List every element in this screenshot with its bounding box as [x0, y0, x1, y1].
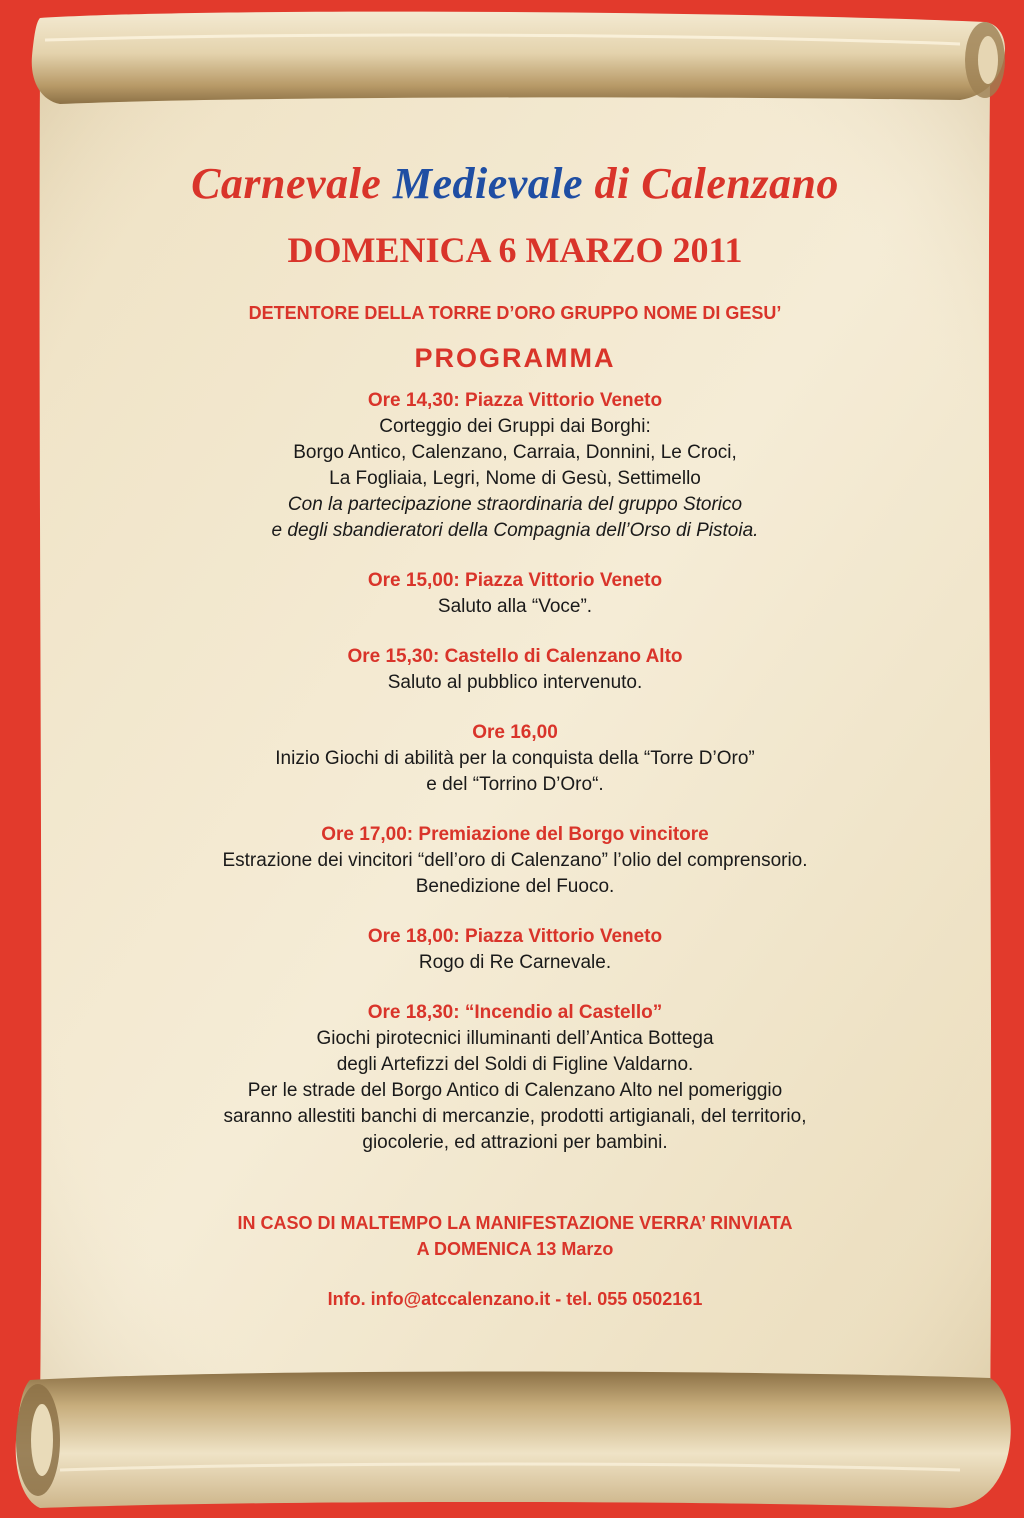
- program-heading: PROGRAMMA: [414, 343, 616, 373]
- poster-content: [90, 150, 940, 1312]
- event-heading: Ore 15,00: Piazza Vittorio Veneto: [367, 570, 663, 591]
- event-line: Rogo di Re Carnevale.: [418, 952, 612, 973]
- title-part-medievale: Medievale: [392, 159, 584, 208]
- event-heading: Ore 14,30: Piazza Vittorio Veneto: [367, 390, 663, 411]
- event-line: e del “Torrino D’Oro“.: [426, 774, 604, 795]
- event-heading: Ore 15,30: Castello di Calenzano Alto: [347, 646, 683, 667]
- event-line: saranno allestiti banchi di mercanzie, prodotti artigianali, del territorio,: [223, 1106, 807, 1127]
- weather-notice-line: A DOMENICA 13 Marzo: [416, 1239, 614, 1259]
- title-part-carnevale: Carnevale: [191, 159, 382, 208]
- title-part-calenzano: di Calenzano: [594, 159, 839, 208]
- event-line-italic: Con la partecipazione straordinaria del gruppo Storico: [287, 494, 743, 515]
- program-event: [90, 568, 940, 620]
- program-event: [90, 822, 940, 900]
- top-roll: [32, 12, 1005, 104]
- event-heading: Ore 17,00: Premiazione del Borgo vincitore: [321, 824, 709, 845]
- event-line: La Fogliaia, Legri, Nome di Gesù, Settimello: [329, 468, 701, 489]
- contact-info: Info. info@atccalenzano.it - tel. 055 0502161: [327, 1289, 703, 1309]
- event-line: Giochi pirotecnici illuminanti dell’Antica Bottega: [316, 1028, 714, 1049]
- program-event: [90, 720, 940, 798]
- event-heading: Ore 18,30: “Incendio al Castello”: [367, 1002, 663, 1023]
- program-event: [90, 388, 940, 544]
- event-date: DOMENICA 6 MARZO 2011: [287, 230, 743, 270]
- event-line: Inizio Giochi di abilità per la conquista della “Torre D’Oro”: [275, 748, 755, 769]
- weather-notice: [90, 1210, 940, 1262]
- event-line: Per le strade del Borgo Antico di Calenzano Alto nel pomeriggio: [247, 1080, 783, 1101]
- program-event: [90, 924, 940, 976]
- event-line: Saluto alla “Voce”.: [437, 596, 593, 617]
- event-line: Benedizione del Fuoco.: [415, 876, 615, 897]
- bottom-roll: [16, 1372, 1011, 1509]
- program-event: [90, 644, 940, 696]
- event-line: degli Artefizzi del Soldi di Figline Valdarno.: [336, 1054, 694, 1075]
- event-line: Saluto al pubblico intervenuto.: [387, 672, 643, 693]
- event-line: giocolerie, ed attrazioni per bambini.: [362, 1132, 668, 1153]
- event-line-italic: e degli sbandieratori della Compagnia dell’Orso di Pistoia.: [271, 520, 759, 541]
- event-line: Corteggio dei Gruppi dai Borghi:: [379, 416, 651, 437]
- poster-title: [90, 158, 940, 210]
- event-line: Borgo Antico, Calenzano, Carraia, Donnini, Le Croci,: [293, 442, 737, 463]
- event-line: Estrazione dei vincitori “dell’oro di Calenzano” l’olio del comprensorio.: [222, 850, 808, 871]
- event-heading: Ore 18,00: Piazza Vittorio Veneto: [367, 926, 663, 947]
- tower-holder: DETENTORE DELLA TORRE D’ORO GRUPPO NOME DI GESU’: [248, 303, 782, 323]
- event-heading: Ore 16,00: [472, 722, 558, 743]
- weather-notice-line: IN CASO DI MALTEMPO LA MANIFESTAZIONE VERRA’ RINVIATA: [237, 1213, 793, 1233]
- program-event: [90, 1000, 940, 1156]
